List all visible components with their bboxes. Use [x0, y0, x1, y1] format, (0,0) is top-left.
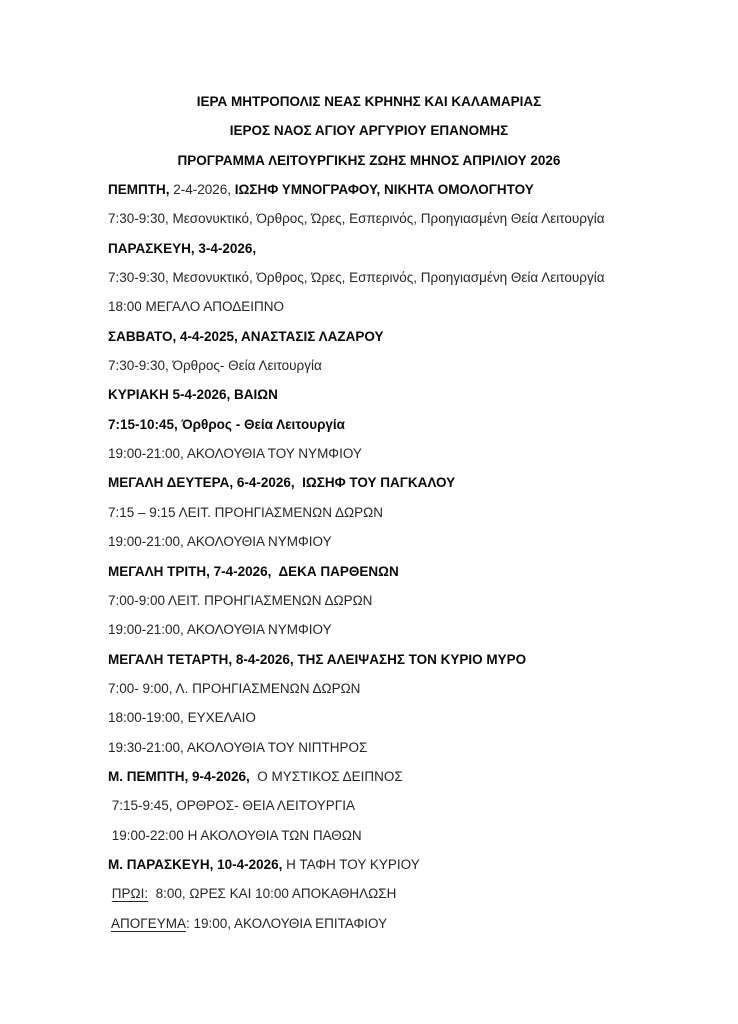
- service-line: [108, 733, 698, 762]
- day-heading-friday-3-4: [108, 234, 698, 263]
- text-segment: 8:00, ΩΡΕΣ ΚΑΙ 10:00 ΑΠΟΚΑΘΗΛΩΣΗ: [148, 886, 397, 902]
- service-line: [108, 439, 698, 468]
- service-line: [108, 204, 698, 233]
- text-segment: 19:30-21:00, ΑΚΟΛΟΥΘΙΑ ΤΟΥ ΝΙΠΤΗΡΟΣ: [108, 739, 368, 755]
- text-segment: 7:15 – 9:15 ΛΕΙΤ. ΠΡΟΗΓΙΑΣΜΕΝΩΝ ΔΩΡΩΝ: [108, 504, 383, 520]
- service-line-afternoon: [108, 909, 698, 938]
- day-heading-holy-wednesday-8-4: [108, 645, 698, 674]
- day-heading-thursday-2-4: [108, 175, 698, 204]
- text-segment: 19:00-21:00, ΑΚΟΛΟΥΘΙΑ ΤΟΥ ΝΥΜΦΙΟΥ: [108, 446, 362, 462]
- service-line: [108, 410, 698, 439]
- text-segment: ΣΑΒΒΑΤΟ, 4-4-2025, ΑΝΑΣΤΑΣΙΣ ΛΑΖΑΡΟΥ: [108, 328, 384, 344]
- text-segment: Μ. ΠΕΜΠΤΗ, 9-4-2026,: [108, 768, 254, 784]
- text-segment: ΜΕΓΑΛΗ ΤΕΤΑΡΤΗ, 8-4-2026, ΤΗΣ ΑΛΕΙΨΑΣΗΣ ΤΟΝ ΚΥΡΙΟ ΜΥΡΟ: [108, 651, 527, 667]
- text-segment: Μ. ΠΑΡΑΣΚΕΥΗ, 10-4-2026,: [108, 856, 283, 872]
- text-segment: 19:00-22:00 Η ΑΚΟΛΟΥΘΙΑ ΤΩΝ ΠΑΘΩΝ: [108, 827, 362, 843]
- service-line: [108, 351, 698, 380]
- service-line: [108, 263, 698, 292]
- text-segment: ΚΥΡΙΑΚΗ 5-4-2026, ΒΑΙΩΝ: [108, 387, 278, 403]
- metropolis-title: [40, 87, 698, 116]
- service-line: [108, 821, 698, 850]
- text-segment: ΠΡΩΙ:: [111, 886, 149, 902]
- service-line: [108, 791, 698, 820]
- text-segment: ΙΩΣΗΦ ΥΜΝΟΓΡΑΦΟΥ, ΝΙΚΗΤΑ ΟΜΟΛΟΓΗΤΟΥ: [234, 182, 534, 198]
- text-segment: ΜΕΓΑΛΗ ΤΡΙΤΗ, 7-4-2026, ΔΕΚΑ ΠΑΡΘΕΝΩΝ: [108, 563, 399, 579]
- text-segment: 19:00-21:00, ΑΚΟΛΟΥΘΙΑ ΝΥΜΦΙΟΥ: [108, 534, 332, 550]
- text-segment: ΠΕΜΠΤΗ,: [108, 182, 174, 198]
- text-segment: 19:00-21:00, ΑΚΟΛΟΥΘΙΑ ΝΥΜΦΙΟΥ: [108, 622, 332, 638]
- text-segment: 2-4-2026,: [173, 182, 235, 198]
- service-line: [108, 527, 698, 556]
- text-segment: Η ΤΑΦΗ ΤΟΥ ΚΥΡΙΟΥ: [282, 856, 420, 872]
- text-segment: ΑΠΟΓΕΥΜΑ: [111, 915, 186, 931]
- text-segment: 7:00- 9:00, Λ. ΠΡΟΗΓΙΑΣΜΕΝΩΝ ΔΩΡΩΝ: [108, 680, 361, 696]
- church-title: [40, 116, 698, 145]
- text-segment: 18:00 ΜΕΓΑΛΟ ΑΠΟΔΕΙΠΝΟ: [108, 299, 284, 315]
- service-line: [108, 674, 698, 703]
- day-heading-holy-tuesday-7-4: [108, 557, 698, 586]
- text-segment: 7:15-9:45, ΟΡΘΡΟΣ- ΘΕΙΑ ΛΕΙΤΟΥΡΓΙΑ: [108, 798, 355, 814]
- service-line: [108, 292, 698, 321]
- text-segment: ΙΕΡΟΣ ΝΑΟΣ ΑΓΙΟΥ ΑΡΓΥΡΙΟΥ ΕΠΑΝΟΜΗΣ: [229, 123, 509, 139]
- text-segment: ΠΡΟΓΡΑΜΜΑ ΛΕΙΤΟΥΡΓΙΚΗΣ ΖΩΗΣ ΜΗΝΟΣ ΑΠΡΙΛΙΟΥ 2026: [177, 152, 561, 168]
- day-heading-holy-thursday-9-4: [108, 762, 698, 791]
- text-segment: 7:30-9:30, Όρθρος- Θεία Λειτουργία: [108, 358, 322, 374]
- service-line: [108, 703, 698, 732]
- text-segment: ΙΕΡΑ ΜΗΤΡΟΠΟΛΙΣ ΝΕΑΣ ΚΡΗΝΗΣ ΚΑΙ ΚΑΛΑΜΑΡΙΑΣ: [196, 94, 542, 109]
- service-line: [108, 498, 698, 527]
- day-heading-saturday-4-4: [108, 322, 698, 351]
- text-segment: 7:00-9:00 ΛΕΙΤ. ΠΡΟΗΓΙΑΣΜΕΝΩΝ ΔΩΡΩΝ: [108, 592, 373, 608]
- text-segment: 7:30-9:30, Μεσονυκτικό, Όρθρος, Ώρες, Εσπερινός, Προηγιασμένη Θεία Λειτουργία: [108, 270, 605, 286]
- text-segment: 18:00-19:00, ΕΥΧΕΛΑΙΟ: [108, 710, 256, 726]
- service-line-morning: [108, 879, 698, 908]
- service-line: [108, 586, 698, 615]
- text-segment: Ο ΜΥΣΤΙΚΟΣ ΔΕΙΠΝΟΣ: [253, 768, 403, 784]
- service-line: [108, 615, 698, 644]
- text-segment: 7:30-9:30, Μεσονυκτικό, Όρθρος, Ώρες, Εσπερινός, Προηγιασμένη Θεία Λειτουργία: [108, 211, 605, 227]
- text-segment: ΜΕΓΑΛΗ ΔΕΥΤΕΡΑ, 6-4-2026, ΙΩΣΗΦ ΤΟΥ ΠΑΓΚΑΛΟΥ: [108, 475, 456, 491]
- day-heading-holy-monday-6-4: [108, 468, 698, 497]
- day-heading-holy-friday-10-4: [108, 850, 698, 879]
- program-title: [40, 146, 698, 175]
- text-segment: 7:15-10:45, Όρθρος - Θεία Λειτουργία: [108, 416, 345, 432]
- text-segment: ΠΑΡΑΣΚΕΥΗ, 3-4-2026,: [108, 240, 257, 256]
- text-segment: : 19:00, ΑΚΟΛΟΥΘΙΑ ΕΠΙΤΑΦΙΟΥ: [185, 915, 388, 931]
- day-heading-sunday-5-4: [108, 380, 698, 409]
